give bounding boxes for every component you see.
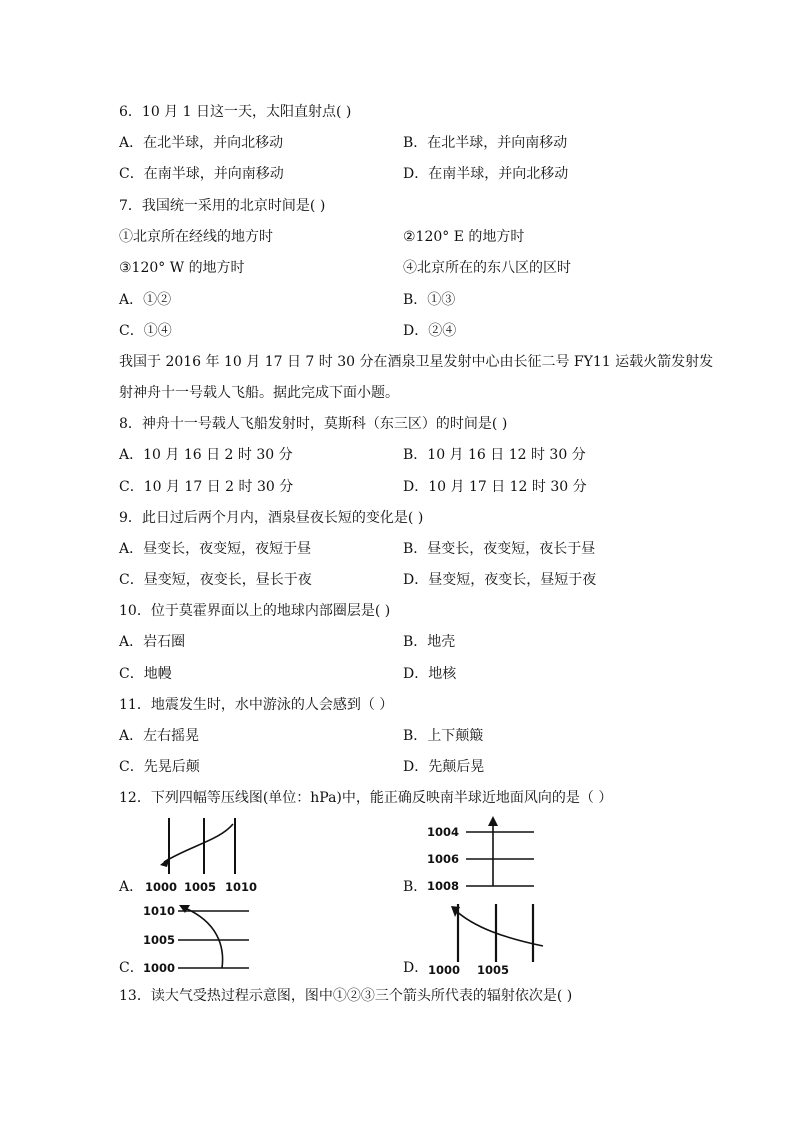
q7-option-d: D．②④ xyxy=(403,323,457,339)
q6-stem: 6．10 月 1 日这一天，太阳直射点( ) xyxy=(119,104,352,120)
q7-stem: 7．我国统一采用的北京时间是( ) xyxy=(119,198,326,214)
q11-option-a: A．左右摇晃 xyxy=(119,728,200,744)
q10-option-c: C．地幔 xyxy=(119,666,172,682)
intro-line-2: 射神舟十一号载人飞船。据此完成下面小题。 xyxy=(119,385,399,401)
q12-figure-b xyxy=(426,812,546,896)
intro-line-1: 我国于 2016 年 10 月 17 日 7 时 30 分在酒泉卫星发射中心由长征二号 FY11 运载火箭发射发 xyxy=(119,354,714,370)
q8-option-b: B．10 月 16 日 12 时 30 分 xyxy=(403,447,586,463)
q12-c-isobar-label: 1000 xyxy=(143,961,176,975)
q9-option-a: A．昼变长，夜变短，夜短于昼 xyxy=(119,541,312,557)
q12-d-isobar-label: 1000 xyxy=(428,963,461,977)
q9-stem: 9．此日过后两个月内，酒泉昼夜长短的变化是( ) xyxy=(119,510,424,526)
q12-option-a: A． xyxy=(119,879,144,895)
q12-option-d: D． xyxy=(403,960,429,976)
q6-option-a: A．在北半球，并向北移动 xyxy=(119,135,284,151)
q12-d-isobar-label: 1005 xyxy=(477,963,510,977)
q12-a-isobar-label: 1005 xyxy=(184,880,217,894)
q11-option-d: D．先颠后晃 xyxy=(403,759,485,775)
q8-option-d: D．10 月 17 日 12 时 30 分 xyxy=(403,479,587,495)
q12-figure-c xyxy=(141,898,261,978)
q10-option-d: D．地核 xyxy=(403,666,457,682)
q7-statement-4: ④北京所在的东八区的区时 xyxy=(403,260,571,276)
q12-figure-a xyxy=(140,812,270,896)
q7-option-c: C．①④ xyxy=(119,323,172,339)
q12-option-c: C． xyxy=(119,960,144,976)
q12-stem: 12．下列四幅等压线图(单位：hPa)中，能正确反映南半球近地面风向的是（ ） xyxy=(119,790,613,806)
q9-option-c: C．昼变短，夜变长，昼长于夜 xyxy=(119,572,312,588)
q7-option-b: B．①③ xyxy=(403,292,456,308)
q7-option-a: A．①② xyxy=(119,292,172,308)
q7-statement-1: ①北京所在经线的地方时 xyxy=(119,229,273,245)
q10-stem: 10．位于莫霍界面以上的地球内部圈层是( ) xyxy=(119,603,391,619)
q11-option-b: B．上下颠簸 xyxy=(403,728,484,744)
q6-option-c: C．在南半球，并向南移动 xyxy=(119,166,284,182)
q12-b-isobar-label: 1008 xyxy=(427,879,460,893)
q12-b-isobar-label: 1006 xyxy=(427,852,460,866)
q12-a-isobar-label: 1010 xyxy=(225,880,258,894)
q13-stem: 13．读大气受热过程示意图，图中①②③三个箭头所代表的辐射依次是( ) xyxy=(119,988,573,1004)
q12-a-isobar-label: 1000 xyxy=(145,880,178,894)
q12-c-isobar-label: 1005 xyxy=(143,933,176,947)
q12-figure-d xyxy=(425,898,550,978)
q9-option-b: B．昼变长，夜变短，夜长于昼 xyxy=(403,541,596,557)
q12-c-isobar-label: 1010 xyxy=(143,904,176,918)
q8-stem: 8．神舟十一号载人飞船发射时，莫斯科（东三区）的时间是( ) xyxy=(119,416,508,432)
q11-option-c: C．先晃后颠 xyxy=(119,759,200,775)
q6-option-b: B．在北半球，并向南移动 xyxy=(403,135,568,151)
q6-option-d: D．在南半球，并向北移动 xyxy=(403,166,569,182)
q8-option-a: A．10 月 16 日 2 时 30 分 xyxy=(119,447,293,463)
q11-stem: 11．地震发生时，水中游泳的人会感到（ ） xyxy=(119,697,394,713)
q7-statement-2: ②120° E 的地方时 xyxy=(403,229,525,245)
q10-option-b: B．地壳 xyxy=(403,634,456,650)
q10-option-a: A．岩石圈 xyxy=(119,634,186,650)
q12-option-b: B． xyxy=(403,879,428,895)
q9-option-d: D．昼变短，夜变长，昼短于夜 xyxy=(403,572,597,588)
q7-statement-3: ③120° W 的地方时 xyxy=(119,260,245,276)
q8-option-c: C．10 月 17 日 2 时 30 分 xyxy=(119,479,294,495)
q12-b-isobar-label: 1004 xyxy=(427,825,460,839)
